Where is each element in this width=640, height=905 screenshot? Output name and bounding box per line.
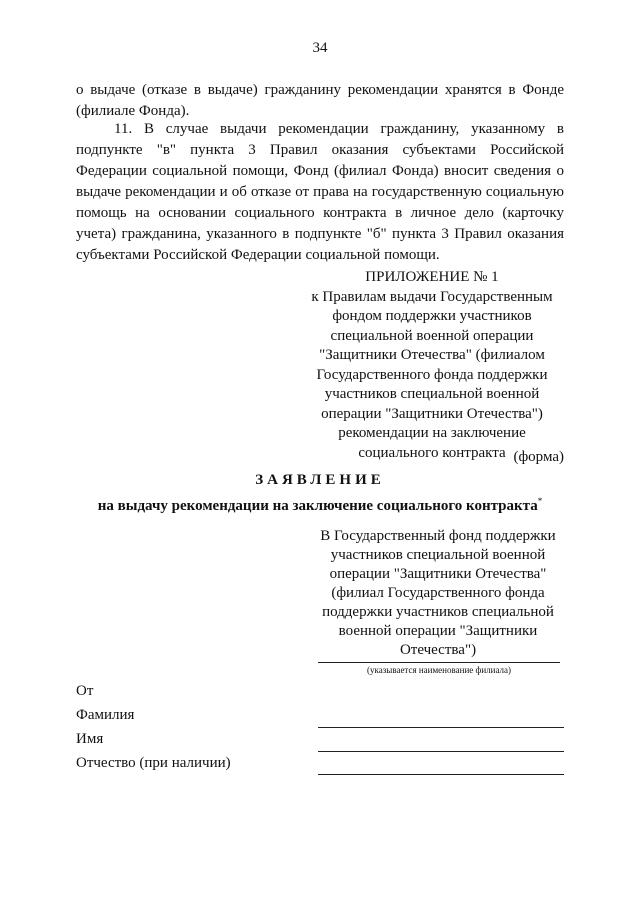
appendix-title: ПРИЛОЖЕНИЕ № 1 <box>365 269 499 285</box>
page-number: 34 <box>312 40 328 56</box>
surname-line[interactable] <box>318 727 564 728</box>
subtitle-text: на выдачу рекомендации на заключение социального контракта <box>97 498 538 514</box>
name-label: Имя <box>76 731 104 747</box>
appendix-text: к Правилам выдачи Государственным фондом поддержки участников специальной военной операции "Защитники Отечества" (филиалом Государственного фонда поддержки участников специальной военной операции "Защитники Отечества") рекомендации на заключение социального контракта <box>311 288 553 461</box>
paragraph-continuation: о выдаче (отказе в выдаче) гражданину рекомендации хранятся в Фонде (филиале Фонда). <box>76 82 564 119</box>
document-title: ЗАЯВЛЕНИЕ <box>255 472 385 488</box>
document-subtitle <box>0 496 640 515</box>
form-label: (форма) <box>513 449 564 465</box>
branch-name-line[interactable] <box>318 662 560 663</box>
footnote-mark: * <box>537 496 543 506</box>
patronymic-label: Отчество (при наличии) <box>76 755 231 771</box>
surname-label: Фамилия <box>76 707 135 723</box>
addressee-block: В Государственный фонд поддержки участников специальной военной операции "Защитники Отечества" (филиал Государственного фонда поддержки участников специальной военной операции "Защитники Отечества") <box>320 528 556 658</box>
patronymic-line[interactable] <box>318 774 564 775</box>
from-label: От <box>76 683 94 699</box>
paragraph-11: 11. В случае выдачи рекомендации гражданину, указанному в подпункте "в" пункта 3 Правил оказания субъектами Российской Федерации социальной помощи, Фонд (филиал Фонда) вносит сведения о выдаче рекомендации и об отказе от права на государственную социальную помощь на основании социального контракта в личное дело (карточку учета) гражданина, указанного в подпункте "б" пункта 3 Правил оказания субъектами Российской Федерации социальной помощи. <box>76 121 564 263</box>
branch-note: (указывается наименование филиала) <box>366 665 512 675</box>
name-line[interactable] <box>318 751 564 752</box>
appendix-block <box>300 268 564 463</box>
